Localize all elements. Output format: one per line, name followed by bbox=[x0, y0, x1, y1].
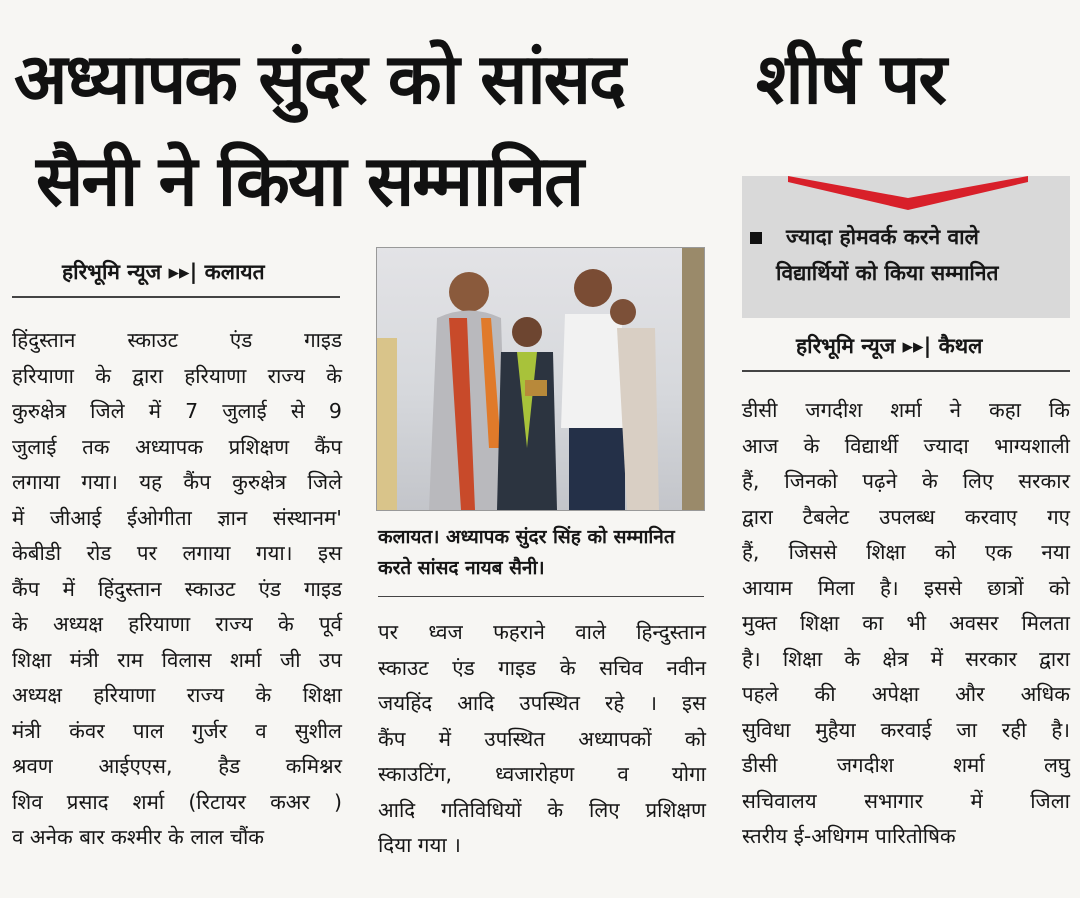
article-line: जयहिंद आदि उपस्थित रहे । इस bbox=[378, 691, 706, 715]
article-line: लगाया गया। यह कैंप कुरुक्षेत्र जिले bbox=[12, 470, 342, 494]
article-line: डीसी जगदीश शर्मा लघु bbox=[742, 753, 1070, 777]
news-photo bbox=[376, 247, 705, 511]
article-line: हरियाणा के द्वारा हरियाणा राज्य के bbox=[12, 363, 342, 388]
chevron-ornament bbox=[788, 176, 1028, 210]
article-line: शिव प्रसाद शर्मा (रिटायर कअर ) bbox=[12, 789, 342, 814]
byline-rule bbox=[12, 296, 340, 298]
photo-caption bbox=[378, 522, 706, 584]
article-line: पहले की अपेक्षा और अधिक bbox=[742, 682, 1070, 706]
article-column-1 bbox=[12, 323, 342, 856]
article-line: कुरुक्षेत्र जिले में 7 जुलाई से 9 bbox=[12, 399, 342, 423]
subhead-box bbox=[742, 176, 1070, 318]
article-line: मुक्त शिक्षा का भी अवसर मिलता bbox=[742, 611, 1070, 635]
subhead-line-1: ज्यादा होमवर्क करने वाले bbox=[786, 225, 979, 249]
article-line: सुविधा मुहैया करवाई जा रही है। bbox=[742, 717, 1070, 742]
article-line: पर ध्वज फहराने वाले हिन्दुस्तान bbox=[378, 620, 706, 644]
article-line: द्वारा टैबलेट उपलब्ध करवाए गए bbox=[742, 504, 1070, 529]
article-line: दिया गया । bbox=[378, 833, 461, 857]
article-line: हैं, जिनको पढ़ने के लिए सरकार bbox=[742, 469, 1070, 493]
article-line: आज के विद्यार्थी ज्यादा भाग्यशाली bbox=[742, 433, 1070, 458]
article-line: आयाम मिला है। इससे छात्रों को bbox=[742, 575, 1070, 600]
article-line: में जीआई ईओगीता ज्ञान संस्थानम' bbox=[12, 505, 342, 530]
article-line: डीसी जगदीश शर्मा ने कहा कि bbox=[742, 398, 1070, 422]
right-headline: शीर्ष पर bbox=[756, 38, 945, 120]
headline-line-2: सैनी ने किया सम्मानित bbox=[36, 140, 582, 222]
article-line: श्रवण आईएएस, हैड कमिश्नर bbox=[12, 754, 342, 778]
article-line: स्काउटिंग, ध्वजारोहण व योगा bbox=[378, 762, 706, 786]
article-line: कैंप में हिंदुस्तान स्काउट एंड गाइड bbox=[12, 576, 342, 601]
article-line: केबीडी रोड पर लगाया गया। इस bbox=[12, 541, 342, 565]
article-line: शिक्षा मंत्री राम विलास शर्मा जी उप bbox=[12, 647, 342, 672]
bullet-square-icon bbox=[750, 232, 762, 244]
article-line: के अध्यक्ष हरियाणा राज्य के पूर्व bbox=[12, 612, 342, 636]
article-line: जुलाई तक अध्यापक प्रशिक्षण कैंप bbox=[12, 434, 342, 459]
subhead-line-2: विद्यार्थियों को किया सम्मानित bbox=[776, 261, 999, 285]
caption-rule bbox=[378, 596, 704, 597]
photo-illustration bbox=[377, 248, 704, 510]
article-line: हैं, जिससे शिक्षा को एक नया bbox=[742, 540, 1070, 564]
caption-line: कलायत। अध्यापक सुंदर सिंह को सम्मानित bbox=[378, 526, 675, 548]
article-line: सचिवालय सभागार में जिला bbox=[742, 788, 1070, 813]
headline-line-1: अध्यापक सुंदर को सांसद bbox=[14, 38, 625, 120]
article-line: कैंप में उपस्थित अध्यापकों को bbox=[378, 726, 706, 751]
byline-kaithal: हरिभूमि न्यूज ▸▸| कैथल bbox=[796, 334, 983, 358]
article-line: स्काउट एंड गाइड के सचिव नवीन bbox=[378, 655, 706, 680]
article-column-3 bbox=[742, 393, 1070, 855]
article-line: मंत्री कंवर पाल गुर्जर व सुशील bbox=[12, 718, 342, 743]
article-line: हिंदुस्तान स्काउट एंड गाइड bbox=[12, 328, 342, 352]
article-line: अध्यक्ष हरियाणा राज्य के शिक्षा bbox=[12, 683, 342, 707]
article-line: व अनेक बार कश्मीर के लाल चौंक bbox=[12, 825, 265, 849]
caption-line: करते सांसद नायब सैनी। bbox=[378, 557, 545, 579]
article-line: आदि गतिविधियों के लिए प्रशिक्षण bbox=[378, 797, 706, 822]
byline-kalayat: हरिभूमि न्यूज ▸▸| कलायत bbox=[62, 260, 265, 284]
article-column-2 bbox=[378, 615, 706, 864]
byline-rule-right bbox=[742, 370, 1070, 372]
article-line: है। शिक्षा के क्षेत्र में सरकार द्वारा bbox=[742, 646, 1070, 671]
article-line: स्तरीय ई-अधिगम पारितोषिक bbox=[742, 824, 956, 848]
